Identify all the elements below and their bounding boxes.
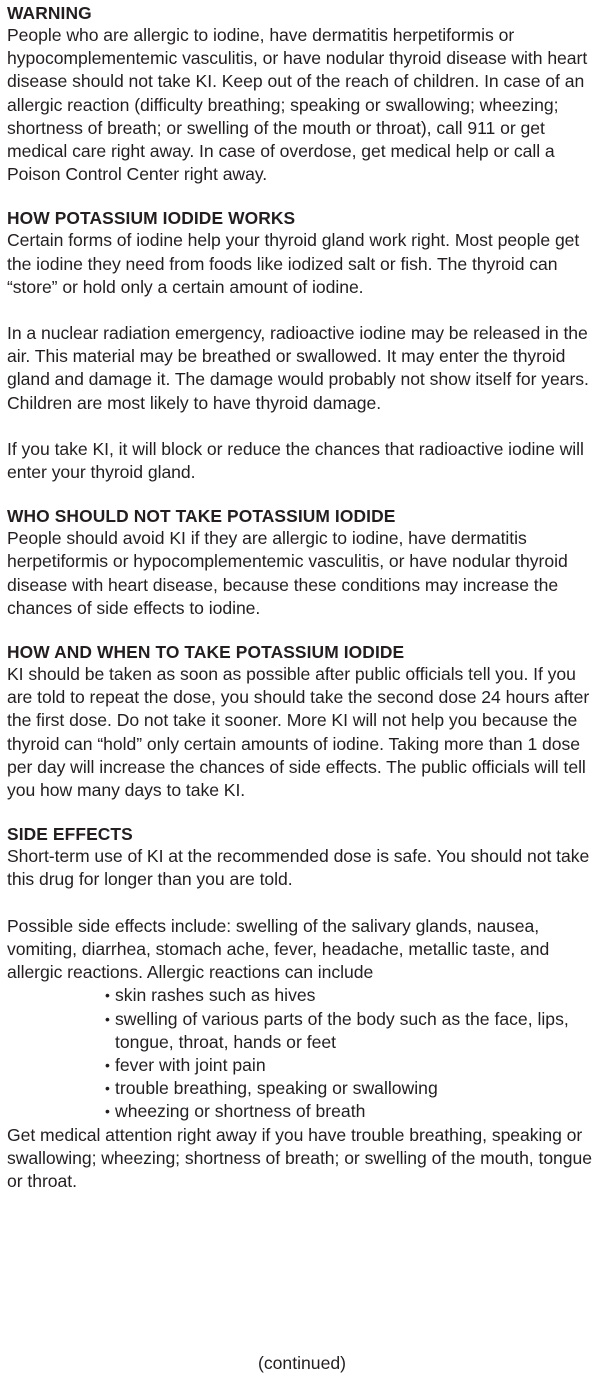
list-item-text: trouble breathing, speaking or swallowing — [115, 1078, 438, 1099]
how-and-when-section — [7, 641, 601, 802]
list-item-text: fever with joint pain — [115, 1054, 266, 1075]
side-effects-paragraph: Short-term use of KI at the recommended dose is safe. You should not take this drug for longer than you are told. — [7, 846, 590, 890]
how-and-when-text: KI should be taken as soon as possible after public officials tell you. If you are told to repeat the dose, you should take the second dose 24 hours after the first dose. Do not take it sooner. More KI will not help you because the thyroid can “hold” only certain amounts of iodine. Taking more than 1 dose per day will increase the chances of side effects. The public officials will tell you how many days to take KI. — [7, 664, 590, 801]
bullet-icon: • — [105, 1010, 110, 1027]
warning-text: People who are allergic to iodine, have dermatitis herpetiformis or hypocomplementemic vasculitis, or have nodular thyroid disease with heart disease should not take KI. Keep out of the reach of children. In case of an allergic reaction (difficulty breathing; speaking or swallowing; wheezing; shortness of breath; or swelling of the mouth or throat), call 911 or get medical care right away. In case of overdose, get medical help or call a Poison Control Center right away. — [7, 25, 588, 185]
warning-heading: WARNING — [7, 3, 92, 23]
how-it-works-paragraph: If you take KI, it will block or reduce the chances that radioactive iodine will enter your thyroid gland. — [7, 438, 584, 483]
who-should-not-take-text: People should avoid KI if they are allergic to iodine, have dermatitis herpetiformis or hypocomplementemic vasculitis, or have nodular thyroid disease with heart disease, because these conditions may increase the chances of side effects to iodine. — [7, 528, 568, 618]
side-effects-heading: SIDE EFFECTS — [7, 824, 133, 845]
list-item — [105, 984, 601, 1007]
side-effects-paragraph: Possible side effects include: swelling of the salivary glands, nausea, vomiting, diarrhea, stomach ache, fever, headache, metallic taste, and allergic reactions. Allergic reactions can include — [7, 915, 550, 983]
how-it-works-paragraph: In a nuclear radiation emergency, radioactive iodine may be released in the air. This material may be breathed or swallowed. It may enter the thyroid gland and damage it. The damage would probably not show itself for years. Children are most likely to have thyroid damage. — [7, 323, 589, 413]
how-it-works-section — [7, 207, 601, 484]
allergic-reactions-list — [7, 984, 601, 1123]
bullet-icon: • — [105, 1056, 110, 1073]
list-item-text: wheezing or shortness of breath — [115, 1101, 366, 1122]
how-it-works-heading: HOW POTASSIUM IODIDE WORKS — [7, 208, 296, 229]
bullet-icon: • — [105, 987, 110, 1004]
list-item-text: swelling of various parts of the body such as the face, lips, tongue, throat, hands or feet — [115, 1008, 569, 1052]
list-item — [105, 1008, 601, 1054]
who-should-not-take-heading: WHO SHOULD NOT TAKE POTASSIUM IODIDE — [7, 506, 396, 527]
continued-note: (continued) — [257, 1353, 347, 1373]
who-should-not-take-section — [7, 505, 601, 620]
warning-section — [7, 2, 601, 186]
document-page — [7, 2, 601, 1193]
how-it-works-paragraph: Certain forms of iodine help your thyroid gland work right. Most people get the iodine they need from foods like iodized salt or fish. The thyroid can “store” or hold only a certain amount of iodine. — [7, 230, 580, 297]
side-effects-paragraph: Get medical attention right away if you have trouble breathing, speaking or swallowing; wheezing; shortness of breath; or swelling of the mouth, tongue or throat. — [7, 1124, 592, 1191]
bullet-icon: • — [105, 1103, 110, 1120]
list-item — [105, 1100, 601, 1123]
bullet-icon: • — [105, 1080, 110, 1097]
how-and-when-heading: HOW AND WHEN TO TAKE POTASSIUM IODIDE — [7, 642, 405, 663]
list-item-text: skin rashes such as hives — [115, 985, 316, 1006]
side-effects-section — [7, 823, 601, 1193]
list-item — [105, 1077, 601, 1100]
list-item — [105, 1054, 601, 1077]
